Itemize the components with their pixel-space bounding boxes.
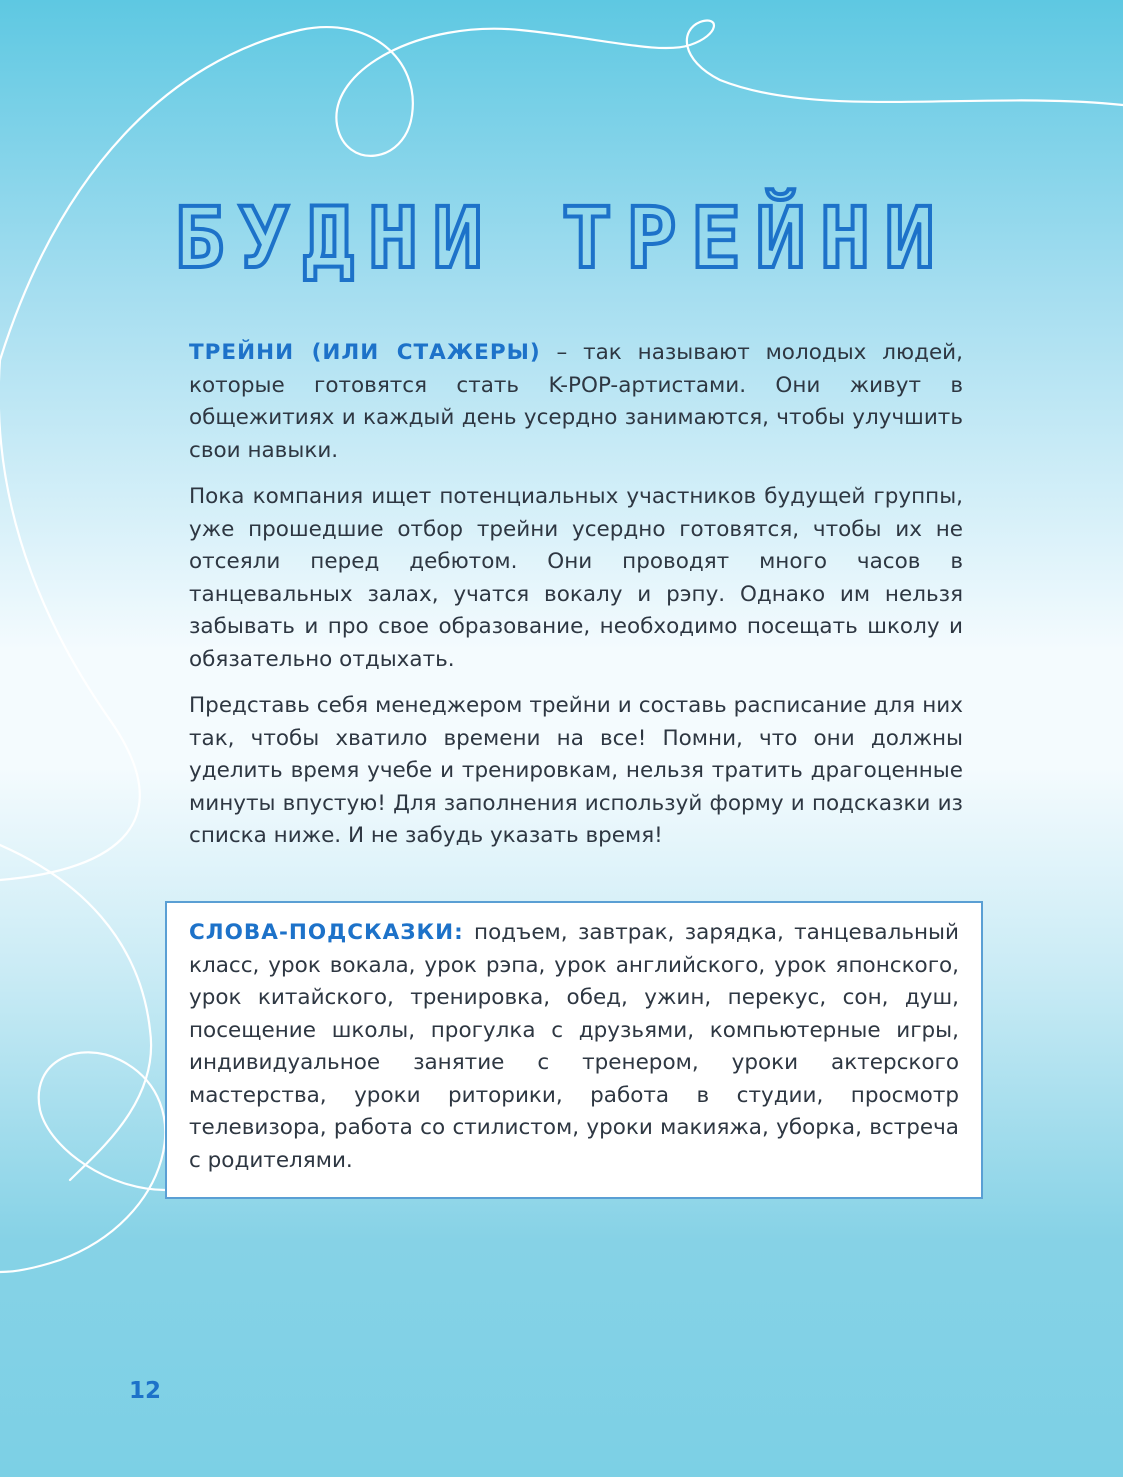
hints-text: подъем, завтрак, зарядка, танцевальный класс, урок вокала, урок рэпа, урок английского, урок японского, урок китайского, тренировка, обед, ужин, перекус, сон, душ, посещение школы, прогулка с друзьями, компьютерные игры, индивидуальное занятие с тренером, уроки актерского мастерства, уроки риторики, работа в студии, просмотр телевизора, работа со стилистом, уроки макияжа, уборка, встреча с родителями. [189,920,959,1173]
paragraph-1: Пока компания ищет потенциальных участников будущей группы, уже прошедшие отбор трейни усердно готовятся, чтобы их не отсеяли перед дебютом. Они проводят много часов в танцевальных залах, учатся вокалу и рэпу. Однако им нельзя забывать и про свое образование, необходимо посещать школу и обязательно отдыхать. [189,484,963,672]
intro-highlight: ТРЕЙНИ (ИЛИ СТАЖЕРЫ) [189,340,541,365]
paragraph-2: Представь себя менеджером трейни и составь расписание для них так, чтобы хватило времени на все! Помни, что они должны уделить время учебе и тренировкам, нельзя тратить драгоценные минуты впустую! Для заполнения используй форму и подсказки из списка ниже. И не забудь указать время! [189,693,963,848]
hints-box [165,901,983,1199]
intro-paragraph [189,337,963,467]
intro-text: – так называют молодых людей, которые готовятся стать K-POP-артистами. Они живут в общежитиях и каждый день усердно занимаются, чтобы улучшить свои навыки. [189,340,963,463]
hints-label: СЛОВА-ПОДСКАЗКИ: [189,920,464,945]
main-text [189,337,963,867]
hints-paragraph [189,917,959,1177]
page-title: БУДНИ ТРЕЙНИ [174,189,949,287]
page-number: 12 [129,1378,162,1404]
